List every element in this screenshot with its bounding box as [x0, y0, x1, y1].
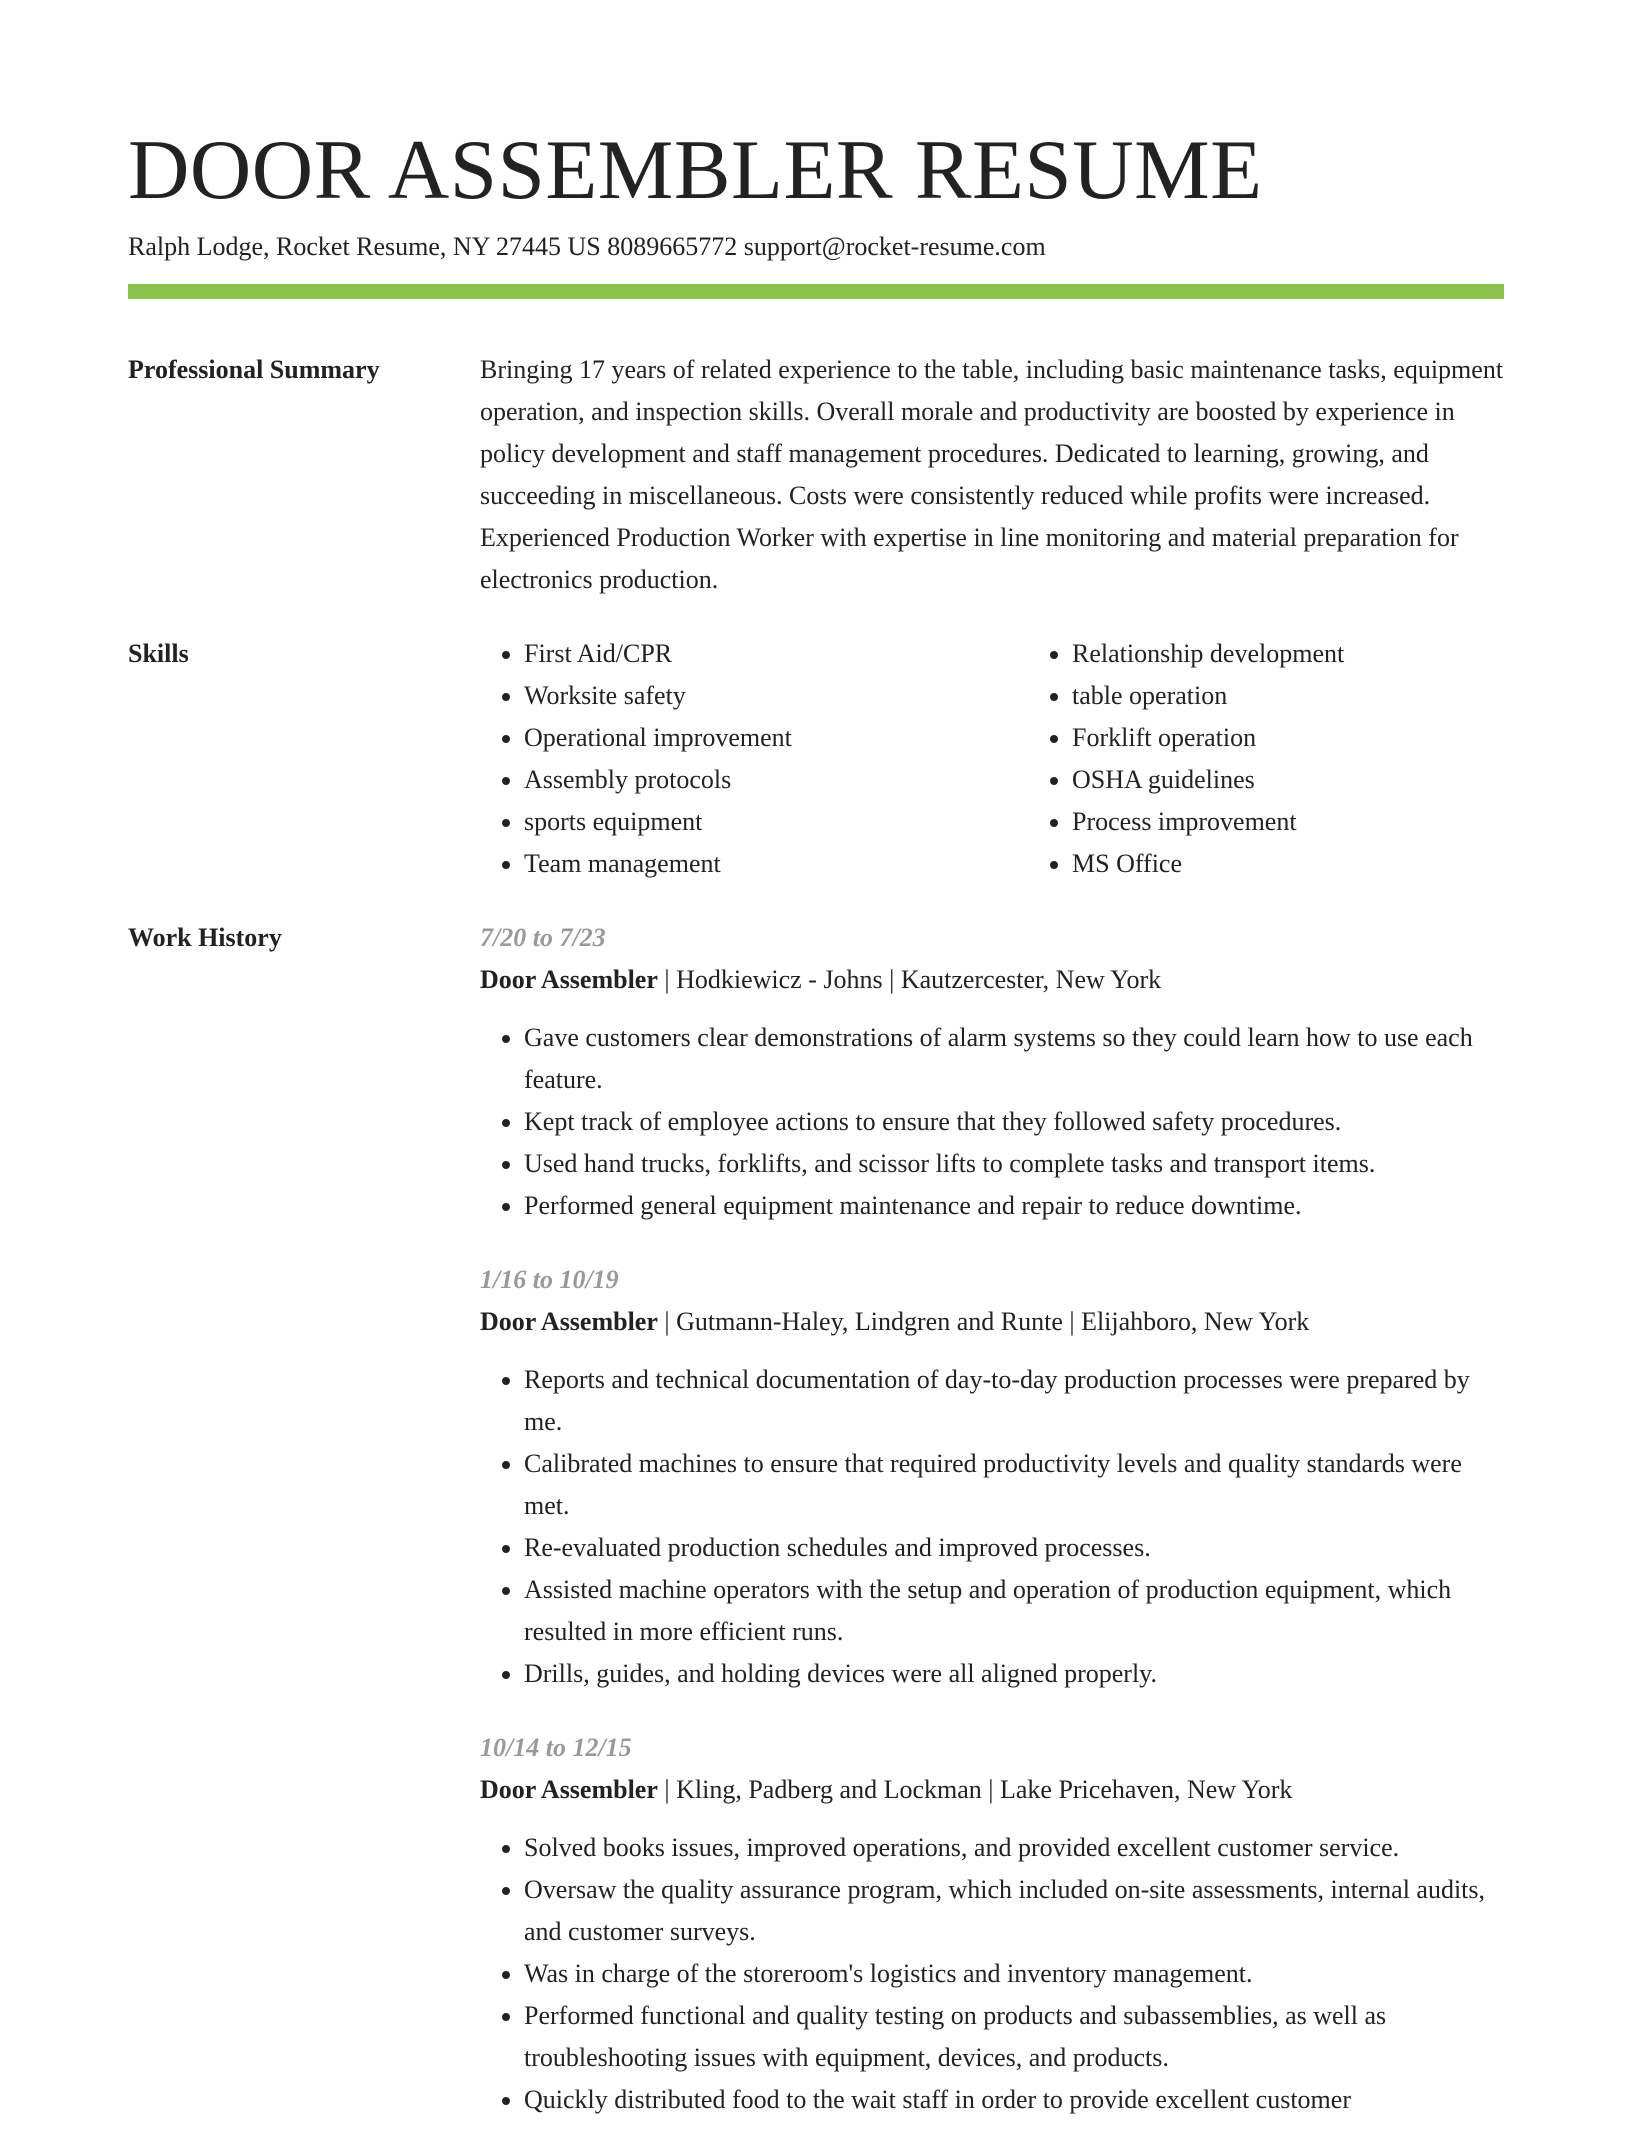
- job-bullet: • Kept track of employee actions to ensure that they followed safety procedures.: [524, 1101, 1504, 1143]
- job-bullet: • Performed general equipment maintenance and repair to reduce downtime.: [524, 1185, 1504, 1227]
- job-bullet: • Quickly distributed food to the wait staff in order to provide excellent customer: [524, 2079, 1504, 2121]
- job-bullet: • Performed functional and quality testing on products and subassemblies, as well as troubleshooting issues with equipment, devices, and products.: [524, 1995, 1504, 2079]
- job-bullet: • Reports and technical documentation of day-to-day production processes were prepared by me.: [524, 1359, 1504, 1443]
- skill-item: • Worksite safety: [524, 675, 1028, 717]
- skill-item: • Operational improvement: [524, 717, 1028, 759]
- section-label-skills: Skills: [128, 639, 189, 668]
- section-label-professional-summary: Professional Summary: [128, 355, 380, 384]
- page-title: DOOR ASSEMBLER RESUME: [128, 123, 1263, 217]
- job-bullet: • Solved books issues, improved operations, and provided excellent customer service.: [524, 1827, 1504, 1869]
- skill-item: • table operation: [1072, 675, 1576, 717]
- section-label-work-history: Work History: [128, 923, 282, 952]
- job-bullet: • Oversaw the quality assurance program, which included on-site assessments, internal audits, and customer surveys.: [524, 1869, 1504, 1953]
- skill-item: • Forklift operation: [1072, 717, 1576, 759]
- contact-line: Ralph Lodge, Rocket Resume, NY 27445 US 8089665772 support@rocket-resume.com: [128, 232, 1046, 261]
- skills-grid: [480, 633, 1576, 885]
- job-title: Door Assembler: [480, 1775, 658, 1804]
- job-entry: [480, 917, 1504, 1227]
- job-date: 7/20 to 7/23: [480, 923, 606, 952]
- job-company-location: | Gutmann-Haley, Lindgren and Runte | Elijahboro, New York: [657, 1307, 1310, 1336]
- job-bullet: • Assisted machine operators with the setup and operation of production equipment, which resulted in more efficient runs.: [524, 1569, 1504, 1653]
- job-title: Door Assembler: [480, 1307, 658, 1336]
- job-entry: [480, 1727, 1504, 2121]
- skill-item: • MS Office: [1072, 843, 1576, 885]
- job-bullet: • Drills, guides, and holding devices were all aligned properly.: [524, 1653, 1504, 1695]
- job-bullet: • Gave customers clear demonstrations of alarm systems so they could learn how to use each feature.: [524, 1017, 1504, 1101]
- header-divider: [128, 284, 1504, 299]
- job-bullet: • Calibrated machines to ensure that required productivity levels and quality standards were met.: [524, 1443, 1504, 1527]
- skill-item: • Assembly protocols: [524, 759, 1028, 801]
- job-heading: [480, 959, 1504, 1001]
- job-bullet: • Used hand trucks, forklifts, and scissor lifts to complete tasks and transport items.: [524, 1143, 1504, 1185]
- job-bullet: • Was in charge of the storeroom's logistics and inventory management.: [524, 1953, 1504, 1995]
- skills-section: [128, 633, 1504, 885]
- job-bullets: [480, 1017, 1504, 1227]
- skills-list-left: [480, 633, 1028, 885]
- job-bullets: [480, 1359, 1504, 1695]
- job-bullets: [480, 1827, 1504, 2121]
- job-company-location: | Kling, Padberg and Lockman | Lake Pricehaven, New York: [657, 1775, 1293, 1804]
- professional-summary-section: [128, 349, 1504, 601]
- skill-item: • OSHA guidelines: [1072, 759, 1576, 801]
- job-date: 1/16 to 10/19: [480, 1265, 619, 1294]
- job-entry: [480, 1259, 1504, 1695]
- work-history-section: [128, 917, 1504, 2153]
- skills-list-right: [1028, 633, 1576, 885]
- job-heading: [480, 1769, 1504, 1811]
- skill-item: • Relationship development: [1072, 633, 1576, 675]
- skill-item: • Process improvement: [1072, 801, 1576, 843]
- skill-item: • Team management: [524, 843, 1028, 885]
- resume-page: [128, 120, 1504, 2153]
- job-title: Door Assembler: [480, 965, 658, 994]
- summary-text: Bringing 17 years of related experience to the table, including basic maintenance tasks, equipment operation, and inspection skills. Overall morale and productivity are boosted by experience in policy development and staff management procedures. Dedicated to learning, growing, and succeeding in miscellaneous. Costs were consistently reduced while profits were increased. Experienced Production Worker with expertise in line monitoring and material preparation for electronics production.: [480, 355, 1504, 594]
- skill-item: • sports equipment: [524, 801, 1028, 843]
- job-heading: [480, 1301, 1504, 1343]
- job-bullet: • Re-evaluated production schedules and improved processes.: [524, 1527, 1504, 1569]
- skill-item: • First Aid/CPR: [524, 633, 1028, 675]
- job-company-location: | Hodkiewicz - Johns | Kautzercester, New York: [657, 965, 1162, 994]
- job-date: 10/14 to 12/15: [480, 1733, 632, 1762]
